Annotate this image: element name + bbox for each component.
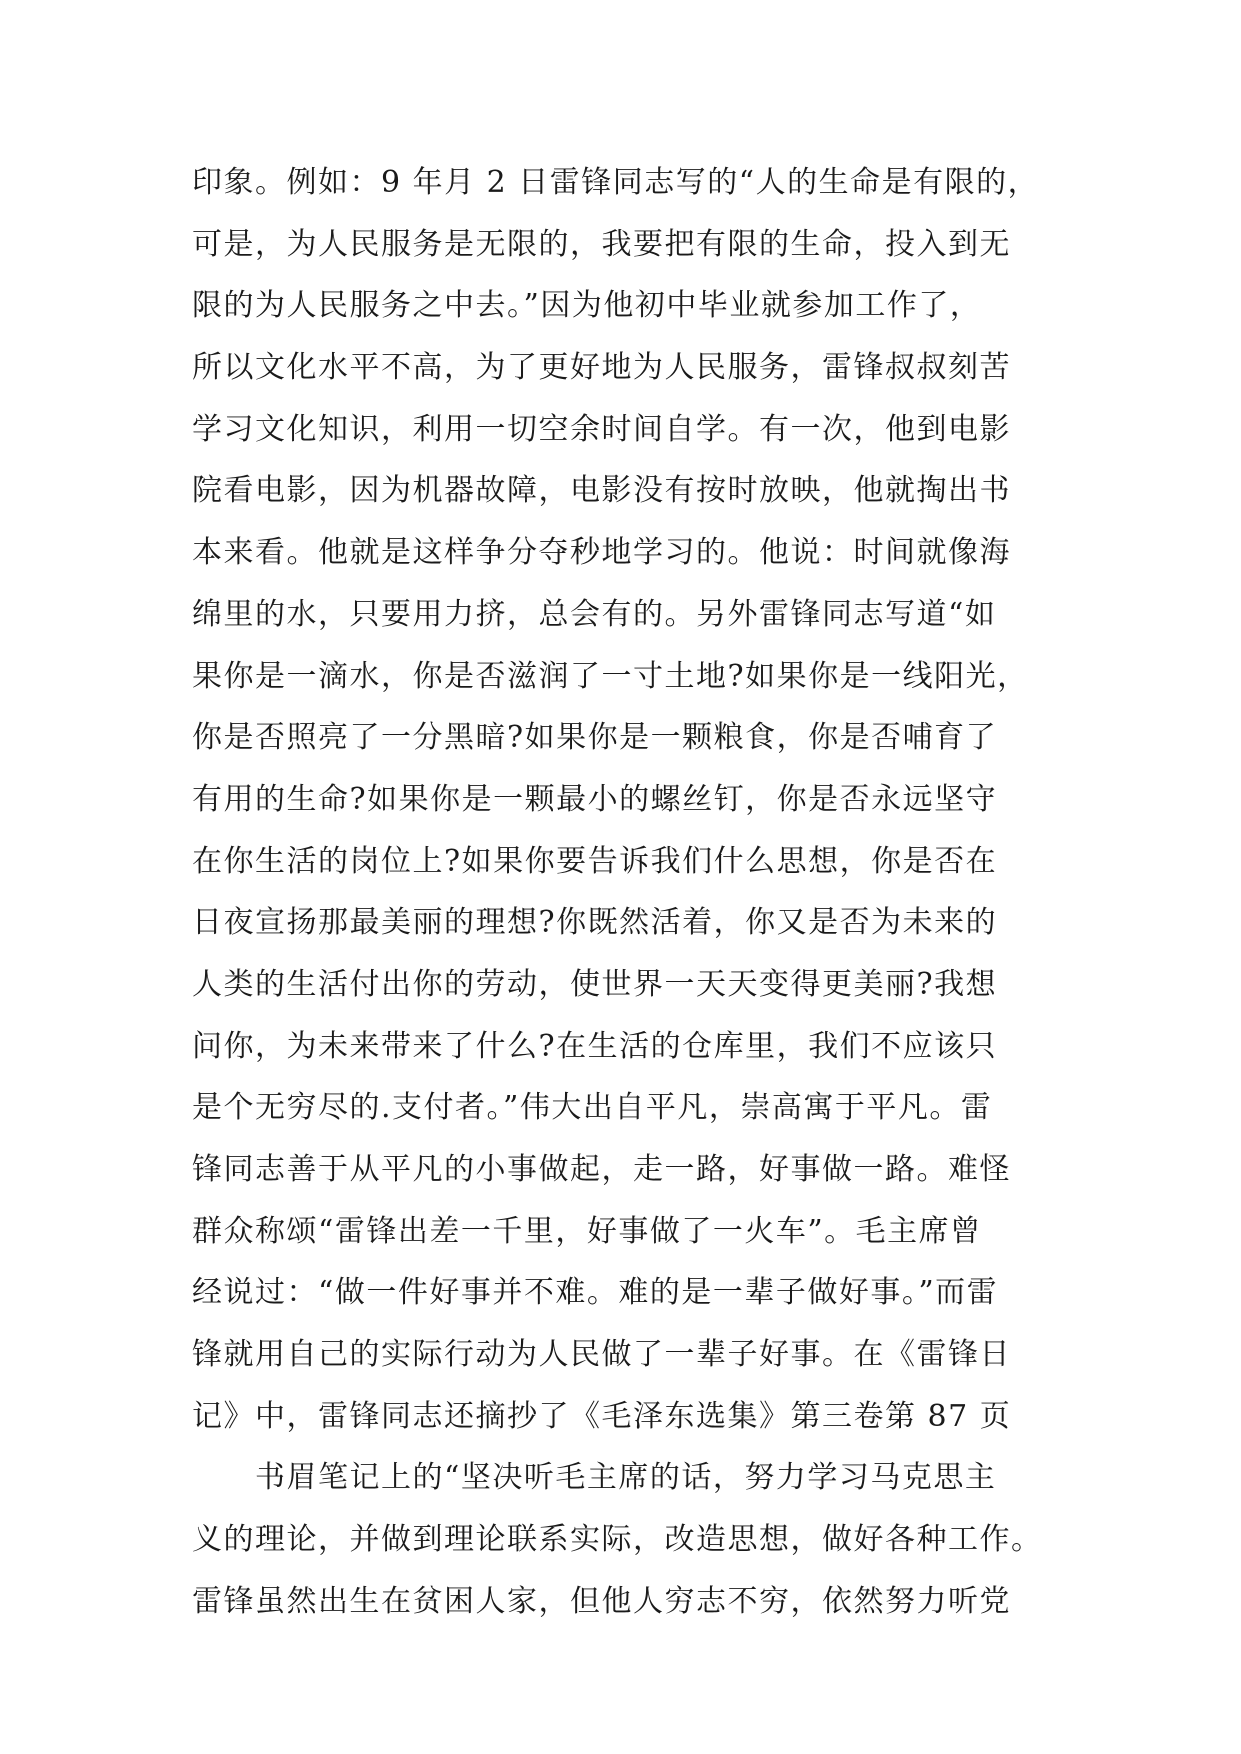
- text-line: 在你生活的岗位上?如果你要告诉我们什么思想，你是否在: [192, 843, 998, 879]
- text-line: 院看电影，因为机器故障，电影没有按时放映，他就掏出书: [192, 473, 1011, 509]
- text-line: 可是，为人民服务是无限的，我要把有限的生命，投入到无: [192, 226, 1011, 262]
- text-line: 本来看。他就是这样争分夺秒地学习的。他说：时间就像海: [192, 535, 1011, 571]
- text-line: 果你是一滴水，你是否滋润了一寸土地?如果你是一线阳光，: [192, 658, 1029, 694]
- text-line: 记》中，雷锋同志还摘抄了《毛泽东选集》第三卷第 87 页: [192, 1398, 1012, 1434]
- text-line: 所以文化水平不高，为了更好地为人民服务，雷锋叔叔刻苦: [192, 350, 1011, 386]
- body-text: [192, 163, 1072, 1644]
- text-line: 有用的生命?如果你是一颗最小的螺丝钉，你是否永远坚守: [192, 781, 998, 817]
- text-line: 印象。例如：9 年月 2 日雷锋同志写的“人的生命是有限的，: [192, 165, 1040, 200]
- text-line: 是个无穷尽的.支付者。”伟大出自平凡，崇高寓于平凡。雷: [192, 1090, 993, 1126]
- text-line: 你是否照亮了一分黑暗?如果你是一颗粮食，你是否哺育了: [192, 720, 998, 756]
- text-line: 人类的生活付出你的劳动，使世界一天天变得更美丽?我想: [192, 966, 998, 1002]
- text-line: 日夜宣扬那最美丽的理想?你既然活着，你又是否为未来的: [192, 905, 998, 941]
- text-line: 锋同志善于从平凡的小事做起，走一路，好事做一路。难怪: [192, 1152, 1011, 1187]
- text-line: 学习文化知识，利用一切空余时间自学。有一次，他到电影: [192, 411, 1011, 447]
- text-line: 雷锋虽然出生在贫困人家，但他人穷志不穷，依然努力听党: [192, 1583, 1011, 1619]
- text-line-paragraph-start: 书眉笔记上的“坚决听毛主席的话，努力学习马克思主: [255, 1460, 997, 1496]
- text-line: 经说过：“做一件好事并不难。难的是一辈子做好事。”而雷: [192, 1275, 999, 1311]
- text-line: 问你，为未来带来了什么?在生活的仓库里，我们不应该只: [192, 1028, 998, 1064]
- text-line: 群众称颂“雷锋出差一千里，好事做了一火车”。毛主席曾: [192, 1213, 982, 1249]
- text-line: 限的为人民服务之中去。”因为他初中毕业就参加工作了，: [192, 288, 982, 324]
- text-line: 锋就用自己的实际行动为人民做了一辈子好事。在《雷锋日: [192, 1337, 1011, 1373]
- text-line: 绵里的水，只要用力挤，总会有的。另外雷锋同志写道“如: [192, 596, 997, 632]
- text-line: 义的理论，并做到理论联系实际，改造思想，做好各种工作。: [192, 1522, 1043, 1558]
